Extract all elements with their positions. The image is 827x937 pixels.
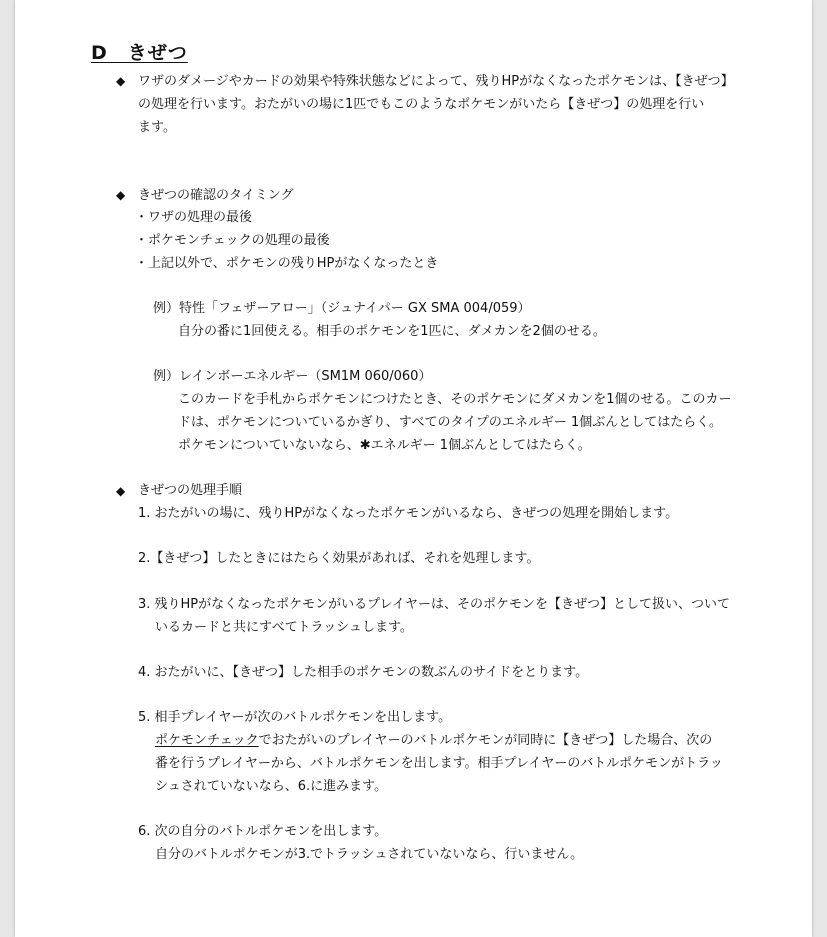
step-text: でおたがいのプレイヤーのバトルポケモンが同時に【きぜつ】した場合、次の	[258, 733, 713, 748]
step-item: 5. 相手プレイヤーが次のバトルポケモンを出します。	[138, 710, 452, 725]
bullet-icon: ◆	[116, 188, 126, 202]
step-item: 2.【きぜつ】したときにはたらく効果があれば、それを処理します。	[138, 551, 540, 566]
list-item: ・上記以外で、ポケモンの残りHPがなくなったとき	[135, 256, 439, 271]
step-item: 自分のバトルポケモンが3.でトラッシュされていないなら、行いません。	[155, 847, 584, 862]
pokemon-check-link[interactable]: ポケモンチェック	[155, 733, 259, 748]
paragraph-line: ワザのダメージやカードの効果や特殊状態などによって、残りHPがなくなったポケモンは、【きぜつ】	[138, 74, 734, 89]
example-text: 自分の番に1回使える。相手のポケモンを1匹に、ダメカンを2個のせる。	[178, 324, 606, 339]
step-item: 1. おたがいの場に、残りHPがなくなったポケモンがいるなら、きぜつの処理を開始します。	[138, 506, 679, 521]
step-item: 6. 次の自分のバトルポケモンを出します。	[138, 824, 388, 839]
step-item: いるカードと共にすべてトラッシュします。	[155, 620, 413, 635]
bullet-icon: ◆	[116, 74, 126, 88]
section-title: D きぜつ	[91, 42, 188, 64]
example-label: 例）レインボーエネルギー（SM1M 060/060）	[153, 369, 432, 384]
example-label: 例）特性「フェザーアロー」（ジュナイパー GX SMA 004/059）	[153, 301, 531, 316]
step-item	[155, 731, 712, 751]
section-heading: きぜつの確認のタイミング	[138, 188, 294, 203]
step-item: シュされていないなら、6.に進みます。	[155, 779, 388, 794]
paragraph-line: ます。	[138, 120, 176, 135]
example-text: ドは、ポケモンについているかぎり、すべてのタイプのエネルギー 1個ぶんとしてはたらく。	[178, 415, 722, 430]
example-text: ポケモンについていないなら、✱エネルギー 1個ぶんとしてはたらく。	[178, 438, 591, 453]
section-heading: きぜつの処理手順	[138, 483, 243, 498]
step-item: 3. 残りHPがなくなったポケモンがいるプレイヤーは、そのポケモンを【きぜつ】として扱い、ついて	[138, 597, 730, 612]
step-item: 番を行うプレイヤーから、バトルポケモンを出します。相手プレイヤーのバトルポケモンがトラッ	[155, 756, 723, 771]
list-item: ・ワザの処理の最後	[135, 210, 253, 225]
step-item: 4. おたがいに、【きぜつ】した相手のポケモンの数ぶんのサイドをとります。	[138, 665, 589, 680]
document-page	[15, 0, 812, 937]
paragraph-line: の処理を行います。おたがいの場に1匹でもこのようなポケモンがいたら【きぜつ】の処理を行い	[138, 97, 705, 112]
bullet-icon: ◆	[116, 484, 126, 498]
list-item: ・ポケモンチェックの処理の最後	[135, 233, 330, 248]
example-text: このカードを手札からポケモンにつけたとき、そのポケモンにダメカンを1個のせる。このカー	[178, 392, 732, 407]
